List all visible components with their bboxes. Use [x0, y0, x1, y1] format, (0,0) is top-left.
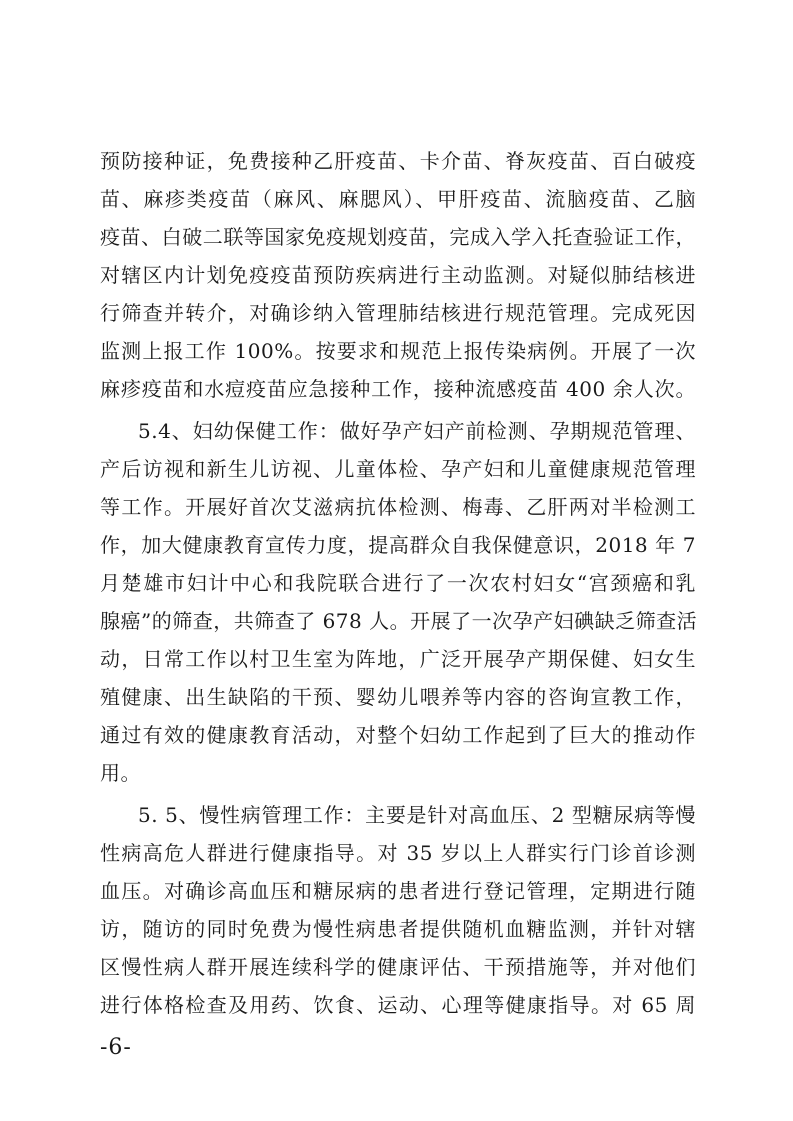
- paragraph-line: 用。: [100, 761, 141, 785]
- paragraph-line: 月楚雄市妇计中心和我院联合进行了一次农村妇女“宫颈癌和乳: [100, 571, 696, 595]
- paragraph-line: 苗、麻疹类疫苗（麻风、麻腮风）、甲肝疫苗、流脑疫苗、乙脑: [100, 187, 696, 211]
- section-heading-line: 5. 5、慢性病管理工作：主要是针对高血压、2 型糖尿病等慢: [138, 803, 696, 827]
- paragraph-line: 产后访视和新生儿访视、儿童体检、孕产妇和儿童健康规范管理: [100, 457, 696, 481]
- paragraph-line: 监测上报工作 100%。按要求和规范上报传染病例。开展了一次: [100, 339, 696, 363]
- paragraph-line: 等工作。开展好首次艾滋病抗体检测、梅毒、乙肝两对半检测工: [100, 495, 696, 519]
- paragraph-line: 麻疹疫苗和水痘疫苗应急接种工作，接种流感疫苗 400 余人次。: [100, 377, 696, 401]
- paragraph-line: 进行体格检查及用药、饮食、运动、心理等健康指导。对 65 周: [100, 993, 696, 1017]
- paragraph-line: 行筛查并转介，对确诊纳入管理肺结核进行规范管理。完成死因: [100, 301, 696, 325]
- paragraph-line: 通过有效的健康教育活动，对整个妇幼工作起到了巨大的推动作: [100, 723, 696, 747]
- page-number: -6-: [100, 1035, 132, 1060]
- paragraph-line: 访，随访的同时免费为慢性病患者提供随机血糖监测，并针对辖: [100, 917, 696, 941]
- paragraph-line: 动，日常工作以村卫生室为阵地，广泛开展孕产期保健、妇女生: [100, 647, 696, 671]
- paragraph-line: 预防接种证，免费接种乙肝疫苗、卡介苗、脊灰疫苗、百白破疫: [100, 149, 696, 173]
- paragraph-line: 殖健康、出生缺陷的干预、婴幼儿喂养等内容的咨询宣教工作，: [100, 685, 696, 709]
- paragraph-line: 作，加大健康教育宣传力度，提高群众自我保健意识，2018 年 7: [100, 533, 696, 557]
- paragraph-line: 区慢性病人群开展连续科学的健康评估、干预措施等，并对他们: [100, 955, 696, 979]
- paragraph-line: 性病高危人群进行健康指导。对 35 岁以上人群实行门诊首诊测: [100, 841, 696, 865]
- paragraph-line: 腺癌”的筛查，共筛查了 678 人。开展了一次孕产妇碘缺乏筛查活: [100, 609, 698, 633]
- section-heading-line: 5.4、妇幼保健工作：做好孕产妇产前检测、孕期规范管理、: [138, 419, 696, 443]
- paragraph-line: 血压。对确诊高血压和糖尿病的患者进行登记管理，定期进行随: [100, 879, 696, 903]
- paragraph-line: 对辖区内计划免疫疫苗预防疾病进行主动监测。对疑似肺结核进: [100, 263, 696, 287]
- paragraph-line: 疫苗、白破二联等国家免疫规划疫苗，完成入学入托查验证工作，: [100, 225, 696, 249]
